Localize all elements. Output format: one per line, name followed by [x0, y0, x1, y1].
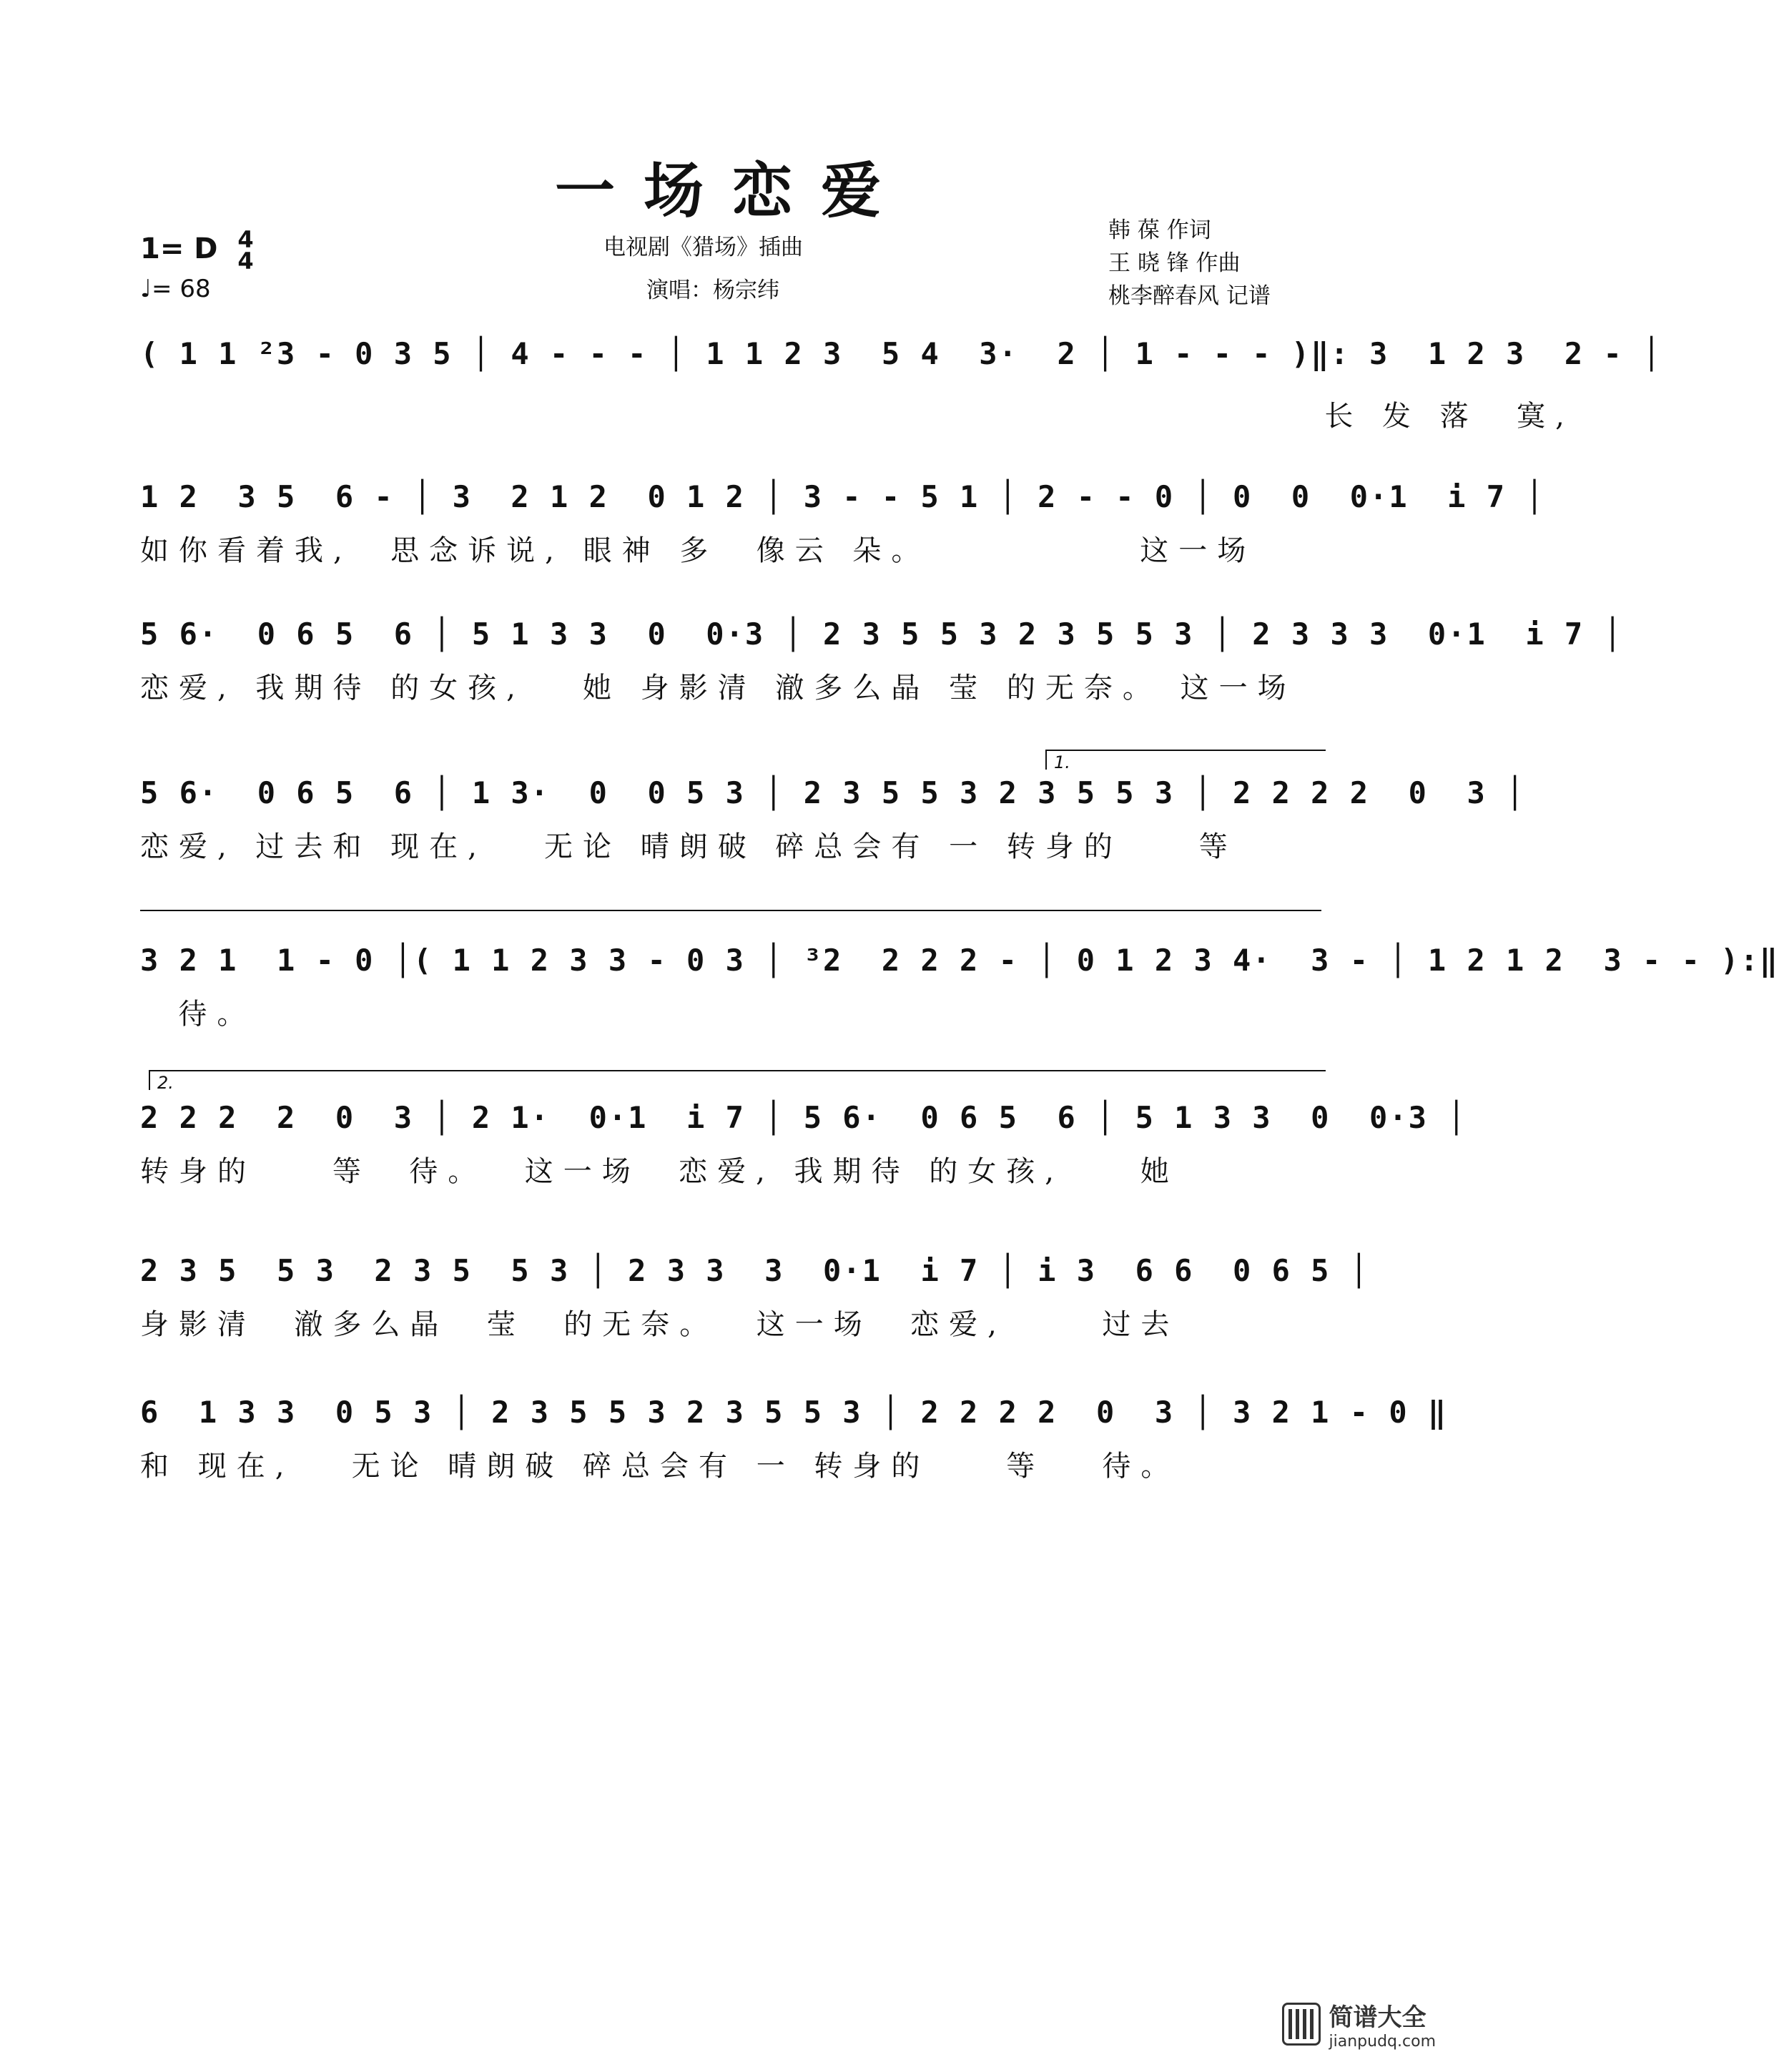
notation-line: 1 2 3 5 6 - │ 3 2 1 2 0 1 2 │ 3 - - 5 1 │ 2 - - 0 │ 0 0 0·1 i 7 │: [140, 479, 1545, 514]
key-label: 1= D: [140, 232, 218, 265]
notation-line: 6 1 3 3 0 5 3 │ 2 3 5 5 3 2 3 5 5 3 │ 2 2 2 2 0 3 │ 3 2 1 - 0 ‖: [140, 1395, 1448, 1430]
lyricist: 韩 葆 作词: [1108, 217, 1211, 243]
notation-line: ( 1 1 ²3 - 0 3 5 │ 4 - - - │ 1 1 2 3 5 4 3· 2 │ 1 - - - )‖: 3 1 2 3 2 - │: [140, 336, 1662, 371]
tempo: ♩= 68: [140, 275, 211, 303]
time-signature: [237, 226, 254, 275]
time-sig-bottom: 4: [237, 247, 254, 275]
notation-line: 2 3 5 5 3 2 3 5 5 3 │ 2 3 3 3 0·1 i 7 │ i 3 6 6 0 6 5 │: [140, 1253, 1370, 1288]
second-ending-label: 2.: [157, 1073, 174, 1093]
lyrics-line: 身影清 澈多么晶 莹 的无奈。 这一场 恋爱, 过去: [140, 1308, 1180, 1341]
key-signature: [140, 226, 254, 275]
lyrics-line: 如你看着我, 思念诉说, 眼神 多 像云 朵。 这一场: [140, 534, 1256, 567]
notation-line: 5 6· 0 6 5 6 │ 5 1 3 3 0 0·3 │ 2 3 5 5 3 2 3 5 5 3 │ 2 3 3 3 0·1 i 7 │: [140, 617, 1623, 652]
watermark-logo: [1282, 1998, 1436, 2051]
lyrics-line: 待。: [140, 998, 256, 1031]
watermark-name: 简谱大全: [1329, 2003, 1426, 2032]
time-sig-top: 4: [237, 226, 254, 253]
first-ending-bracket: [1045, 750, 1326, 770]
second-ending-bracket: [149, 1070, 1326, 1093]
piano-keys-icon: [1282, 2003, 1321, 2046]
composer: 王 晓 锋 作曲: [1108, 250, 1241, 276]
notation-line: 3 2 1 1 - 0 │( 1 1 2 3 3 - 0 3 │ ³2 2 2 2 - │ 0 1 2 3 4· 3 - │ 1 2 1 2 3 - - ):‖: [140, 943, 1779, 978]
subtitle: 电视剧《猎场》插曲: [603, 235, 803, 260]
first-ending-label: 1.: [1054, 752, 1070, 772]
watermark-url: jianpudq.com: [1329, 2033, 1436, 2051]
transcriber: 桃李醉春风 记谱: [1108, 283, 1271, 309]
first-ending-continuation: [140, 910, 1321, 930]
lyrics-line: 恋爱, 过去和 现在, 无论 晴朗破 碎总会有 一 转身的 等: [140, 830, 1238, 863]
lyrics-line: 长 发 落 寞,: [140, 400, 1575, 433]
lyrics-line: 恋爱, 我期待 的女孩, 她 身影清 澈多么晶 莹 的无奈。 这一场: [140, 672, 1296, 704]
singer: 演唱：杨宗纬: [646, 278, 779, 303]
lyrics-line: 和 现在, 无论 晴朗破 碎总会有 一 转身的 等 待。: [140, 1450, 1180, 1483]
notation-line: 2 2 2 2 0 3 │ 2 1· 0·1 i 7 │ 5 6· 0 6 5 6 │ 5 1 3 3 0 0·3 │: [140, 1100, 1467, 1135]
song-title: 一场恋爱: [554, 155, 910, 226]
notation-line: 5 6· 0 6 5 6 │ 1 3· 0 0 5 3 │ 2 3 5 5 3 2 3 5 5 3 │ 2 2 2 2 0 3 │: [140, 775, 1526, 810]
lyrics-line: 转身的 等 待。 这一场 恋爱, 我期待 的女孩, 她: [140, 1155, 1179, 1188]
